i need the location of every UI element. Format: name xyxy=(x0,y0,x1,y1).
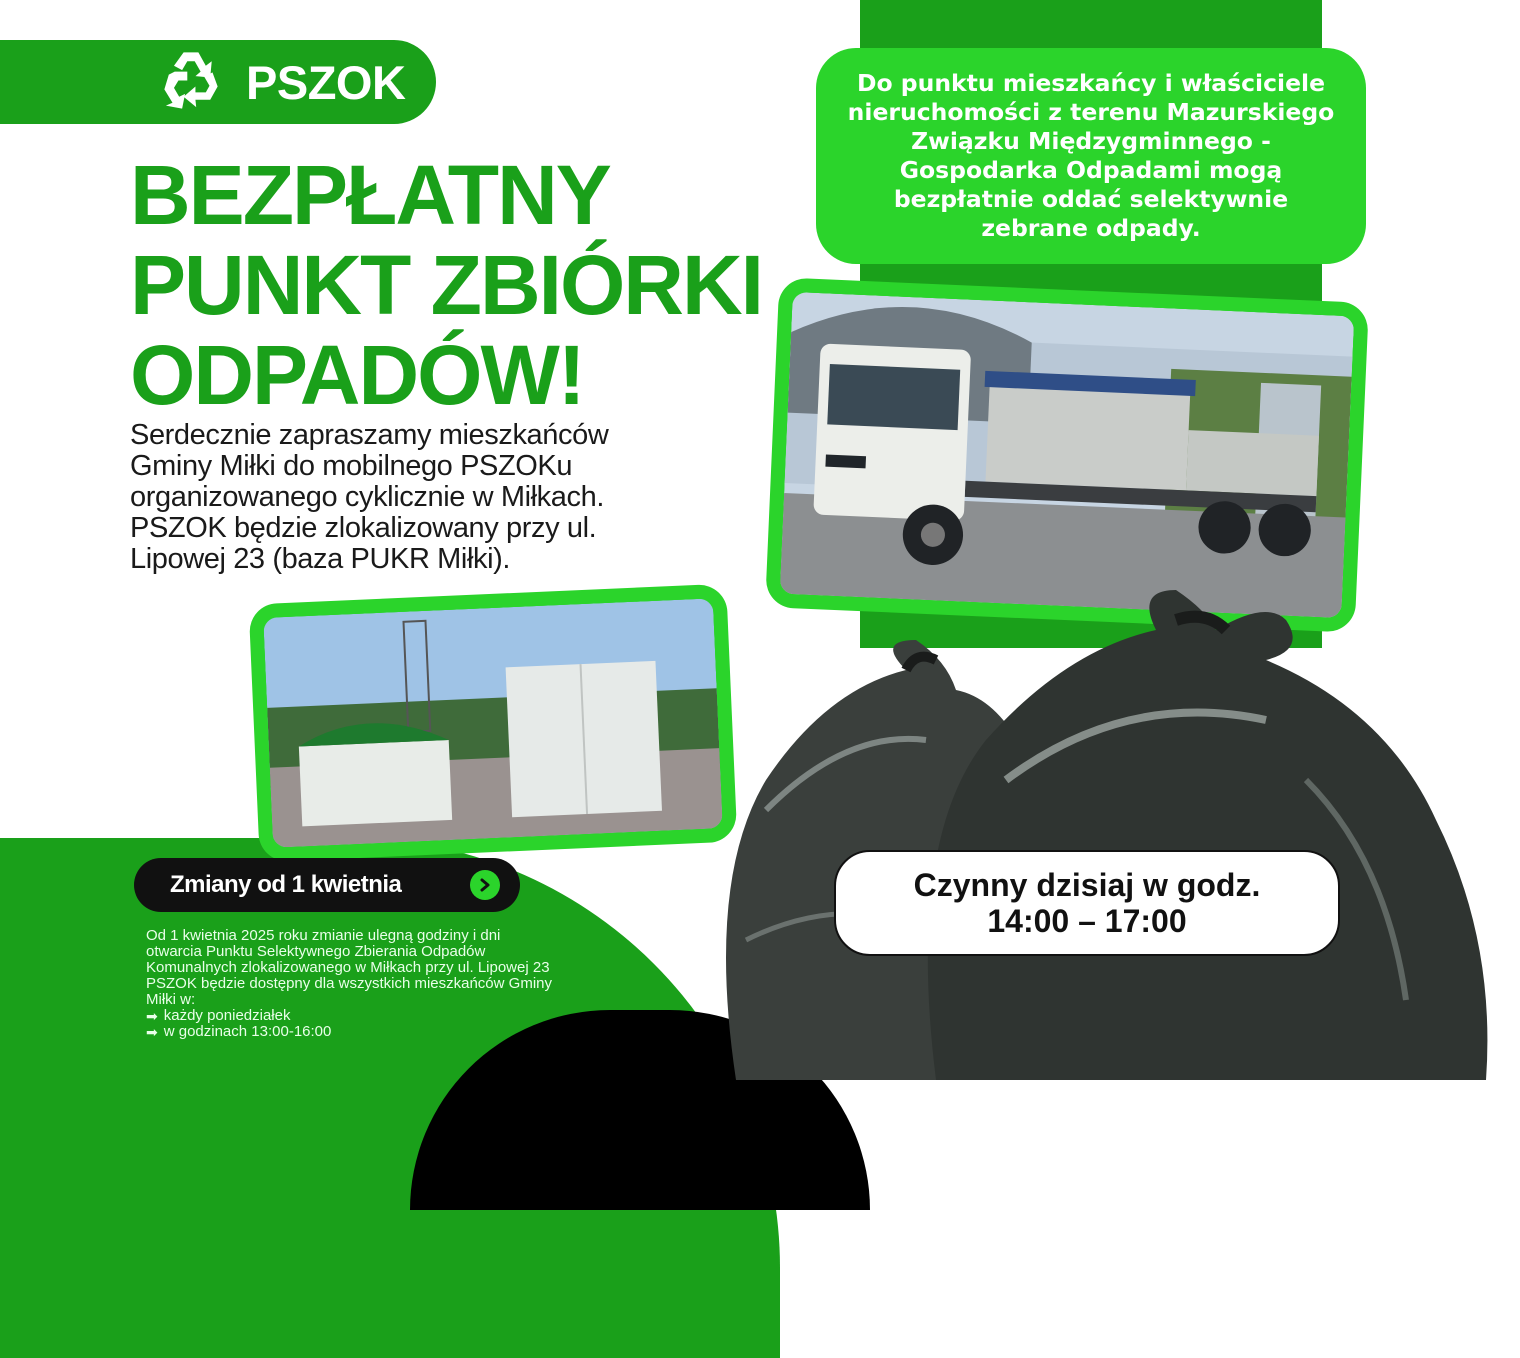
info-line: nieruchomości z terenu Mazurskiego xyxy=(847,98,1335,126)
info-line: Związku Międzygminnego - xyxy=(911,127,1271,155)
changes-bullet xyxy=(146,1024,646,1040)
changes-line: Komunalnych zlokalizowanego w Miłkach przy ul. Lipowej 23 xyxy=(146,959,550,976)
changes-text xyxy=(146,928,646,1040)
changes-bullet-text: w godzinach 13:00-16:00 xyxy=(163,1023,332,1040)
changes-line: otwarcia Punktu Selektywnego Zbierania Odpadów xyxy=(146,943,486,960)
intro-line: PSZOK będzie zlokalizowany przy ul. xyxy=(130,512,597,544)
logo-text: PSZOK xyxy=(246,55,406,109)
info-bubble xyxy=(816,48,1366,264)
info-line: Gospodarka Odpadami mogą xyxy=(899,156,1283,184)
changes-bullet xyxy=(146,1008,646,1024)
arrow-right-icon: ➡ xyxy=(146,1008,158,1024)
arrow-right-icon: ➡ xyxy=(146,1024,158,1040)
hours-time: 14:00 – 17:00 xyxy=(987,903,1187,939)
containers-photo-frame xyxy=(249,584,738,863)
intro-line: Gminy Miłki do mobilnego PSZOKu xyxy=(130,450,573,482)
headline xyxy=(130,150,770,420)
info-line: Do punktu mieszkańcy i właściciele xyxy=(856,69,1326,97)
changes-line: PSZOK będzie dostępny dla wszystkich mieszkańców Gminy xyxy=(146,975,552,992)
changes-button-label: Zmiany od 1 kwietnia xyxy=(170,871,402,898)
recycle-icon xyxy=(154,45,228,119)
info-line: bezpłatnie oddać selektywnie xyxy=(893,185,1289,213)
truck-photo xyxy=(780,292,1355,618)
containers-photo xyxy=(263,598,723,847)
info-line: zebrane odpady. xyxy=(981,214,1201,242)
info-text xyxy=(848,69,1335,243)
changes-bullet-text: każdy poniedziałek xyxy=(163,1007,291,1024)
trash-bags-image xyxy=(706,580,1520,1080)
opening-hours-box xyxy=(834,850,1340,956)
hours-line: Czynny dzisiaj w godz. xyxy=(913,867,1261,903)
headline-line: ODPADÓW! xyxy=(130,328,584,422)
intro-line: organizowanego cyklicznie w Miłkach. xyxy=(130,481,604,513)
intro-paragraph xyxy=(130,420,730,575)
changes-line: Miłki w: xyxy=(146,991,196,1008)
changes-line: Od 1 kwietnia 2025 roku zmianie ulegną godziny i dni xyxy=(146,927,501,944)
intro-line: Lipowej 23 (baza PUKR Miłki). xyxy=(130,543,511,575)
intro-line: Serdecznie zapraszamy mieszkańców xyxy=(130,419,609,451)
changes-button[interactable] xyxy=(134,858,520,912)
headline-line: PUNKT ZBIÓRKI xyxy=(130,238,762,332)
headline-line: BEZPŁATNY xyxy=(130,148,610,242)
logo-pill xyxy=(0,40,436,124)
chevron-right-icon xyxy=(470,870,500,900)
